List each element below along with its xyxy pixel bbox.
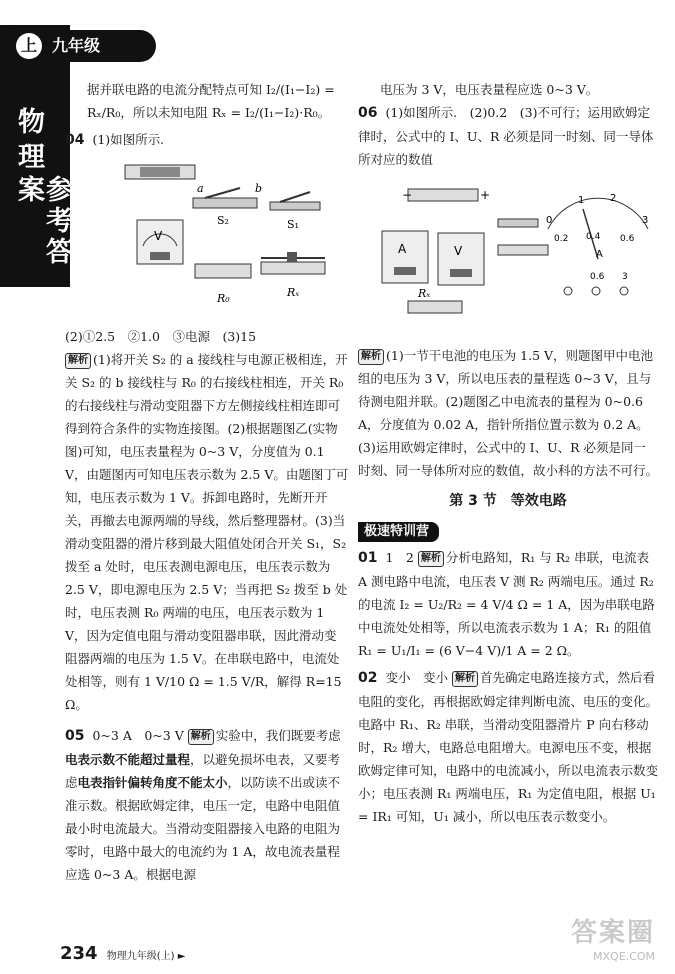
svg-text:0.6: 0.6 <box>590 272 605 282</box>
svg-text:+: + <box>480 188 491 202</box>
section-title: 第 3 节 等效电路 <box>449 493 567 509</box>
q01-answer: 1 2 <box>385 550 414 565</box>
q05-explanation-a: 实验中，我们既要考虑 <box>215 728 341 743</box>
watermark-logo: 答案圈 <box>570 918 655 948</box>
q05-bold-2: 电表指针偏转角度不能太小 <box>77 775 228 790</box>
voltmeter-label: V <box>154 229 163 243</box>
resistor-r0-shape <box>195 264 251 278</box>
q04-number: 04 <box>65 132 85 148</box>
label-b: b <box>255 182 263 195</box>
section-label: 参考答案 <box>13 175 72 268</box>
q05-bold-1: 电表示数不能超过量程 <box>65 752 191 767</box>
svg-text:−: − <box>402 188 413 202</box>
q02-answer: 变小 变小 <box>385 670 448 685</box>
svg-text:0.2: 0.2 <box>554 234 569 244</box>
svg-text:A: A <box>596 249 603 260</box>
left-column <box>65 78 349 886</box>
page-footer <box>60 942 185 968</box>
rheostat-shape <box>261 262 325 274</box>
right-column <box>358 78 658 828</box>
q04-header <box>65 128 349 152</box>
q02-block <box>358 666 658 828</box>
q04-explanation: (1)将开关 S₂ 的 a 接线柱与电源正极相连，开关 S₂ 的 b 接线柱与 R₀ 的右接线柱相连，开关 R₀ 的右接线柱与滑动变阻器下方左侧接线柱相连即可得到符合条件的实物连接图。(2)根据题图乙(实物图)可知，电压表量程为 0~3 V，分度值为 0.1 V，由题图丙可知电压表示数为 2.5 V。由题图丁可知，电压表示数为 1 V。拆卸电路时，先断开开关，再撤去电源两端的导线，然后整理器材。(3)当滑动变阻器的滑片移到最大阻值处闭合开关 S₁，S₂ 拨至 a 处时，电压表测电源电压，电压表示数为 2.5 V，即电源电压为 2.5 V；当再把 S₂ 拨至 b 处时，电压表测 R₀ 两端的电压，电压表示数为 1 V，因为定值电阻与滑动变阻器串联，因此滑动变阻器两端的电压为 1.5 V。在串联电路中，电流处处相等，则有 1 V/10 Ω = 1.5 V/R，解得 R=15 Ω。 <box>65 352 349 712</box>
watermark-url: MXQE.COM <box>593 950 655 963</box>
q05-number: 05 <box>65 728 85 744</box>
page-number: 234 <box>60 943 98 964</box>
label-s2: S₂ <box>217 214 229 227</box>
subject-label: 物理 <box>13 107 44 177</box>
switch-s1-shape <box>270 202 320 210</box>
ammeter-voltmeter-diagram <box>358 179 658 329</box>
resistor-rx-shape <box>408 301 462 313</box>
q05-explanation-b: ，以避免损坏电表，又要考虑 <box>65 752 341 790</box>
q06-figure <box>358 179 658 336</box>
label-s1: S₁ <box>287 218 299 231</box>
voltmeter-label-2: V <box>454 244 463 258</box>
q05-explanation-c: ，以防读不出或读不准示数。根据欧姆定律，电压一定，电路中电阻值最小时电流最大。当滑动变阻器接入电路的电阻为零时，电路中最大的电流约为 1 A，故电流表量程应选 0~3 A。根据电源 <box>65 775 341 882</box>
volume-badge: 上 <box>16 33 42 59</box>
label-r0: R₀ <box>217 292 230 305</box>
q02-explanation: 首先确定电路连接方式，然后看电阻的变化，再根据欧姆定律判断电流、电压的变化。电路中 R₁、R₂ 串联，当滑动变阻器滑片 P 向右移动时，R₂ 增大，电路总电阻增大。电源电压不变，根据欧姆定律可知，电路中的电流减小，所以电流表示数变小；电压表测 R₁ 两端电压，R₁ 为定值电阻，根据 U₁ = IR₁ 可知，U₁ 减小，所以电压表示数变小。 <box>358 670 659 824</box>
voltmeter-shape-2 <box>438 233 484 285</box>
q01-block <box>358 546 658 662</box>
circuit-apparatus-diagram <box>65 160 345 310</box>
q04-analysis-tag: 解析 <box>65 353 91 369</box>
svg-text:0.6: 0.6 <box>620 234 635 244</box>
ammeter-label: A <box>398 242 407 256</box>
svg-text:3: 3 <box>642 215 649 226</box>
q04-explanation-block <box>65 348 349 716</box>
continued-paragraph: 电压为 3 V，电压表量程应选 0~3 V。 <box>380 82 599 97</box>
q01-analysis-tag: 解析 <box>418 551 444 567</box>
intro-paragraph: 据并联电路的电流分配特点可知 I₂/(I₁−I₂) = Rₓ/R₀，所以未知电阻 Rₓ = I₂/(I₁−I₂)·R₀。 <box>87 82 335 120</box>
svg-text:0: 0 <box>546 215 553 226</box>
label-a: a <box>197 182 204 195</box>
q05-block <box>65 724 349 886</box>
watermark <box>570 918 655 968</box>
arrow-icon: ► <box>177 951 186 962</box>
ammeter-shape <box>382 231 428 283</box>
grade-pill <box>6 30 156 62</box>
q06-explanation-block <box>358 344 658 482</box>
q05-analysis-tag: 解析 <box>188 729 214 745</box>
rheostat-shape-2 <box>498 245 548 255</box>
q06-text: (1)如图所示. (2)0.2 (3)不可行；运用欧姆定律时，公式中的 I、U、R 必须是同一时刻、同一导体所对应的数值 <box>358 105 654 167</box>
q06-explanation: (1)一节干电池的电压为 1.5 V，则题图甲中电池组的电压为 3 V，所以电压表的量程选 0~3 V，且与待测电阻并联。(2)题图乙中电流表的量程为 0~0.6 A，分度值为 0.02 A，指针所指位置示数为 0.2 A。(3)运用欧姆定律时，公式中的 I、U、R 必须是同一时刻、同一导体所对应的数值，故小科的方法不可行。 <box>358 348 659 478</box>
svg-text:0.4: 0.4 <box>586 232 601 242</box>
q04-figure <box>65 160 349 317</box>
battery-shape-2 <box>408 189 478 201</box>
q02-analysis-tag: 解析 <box>452 671 478 687</box>
label-rx-2: Rₓ <box>418 287 431 300</box>
switch-shape-2 <box>498 219 538 227</box>
q04-text: (1)如图所示. <box>92 132 165 147</box>
training-banner: 极速特训营 <box>358 522 439 542</box>
q06-number: 06 <box>358 105 378 121</box>
gauge-arc <box>548 198 648 229</box>
label-rx: Rₓ <box>287 286 300 299</box>
q06-header <box>358 101 658 171</box>
grade-label: 九年级 <box>52 36 101 55</box>
q01-number: 01 <box>358 550 378 566</box>
book-title: 物理九年级(上) <box>106 951 175 962</box>
q05-answer: 0~3 A 0~3 V <box>92 728 184 743</box>
q06-analysis-tag: 解析 <box>358 349 384 365</box>
svg-text:1: 1 <box>578 195 585 206</box>
svg-text:2: 2 <box>610 193 617 204</box>
switch-s2-shape <box>193 198 257 208</box>
q02-number: 02 <box>358 670 378 686</box>
svg-text:3: 3 <box>622 272 628 282</box>
sidebar-band <box>0 25 70 287</box>
q01-explanation: 分析电路知，R₁ 与 R₂ 串联，电流表 A 测电路中电流，电压表 V 测 R₂ 两端电压。通过 R₂ 的电流 I₂ = U₂/R₂ = 4 V/4 Ω = 1 A，因为串联电路中电流处处相等，所以电流表示数为 1 A；R₁ 的阻值 R₁ = U₁/I₁ = (6 V−4 V)/1 A = 2 Ω。 <box>358 550 655 658</box>
q04-answer: (2)①2.5 ②1.0 ③电源 (3)15 <box>65 329 257 344</box>
